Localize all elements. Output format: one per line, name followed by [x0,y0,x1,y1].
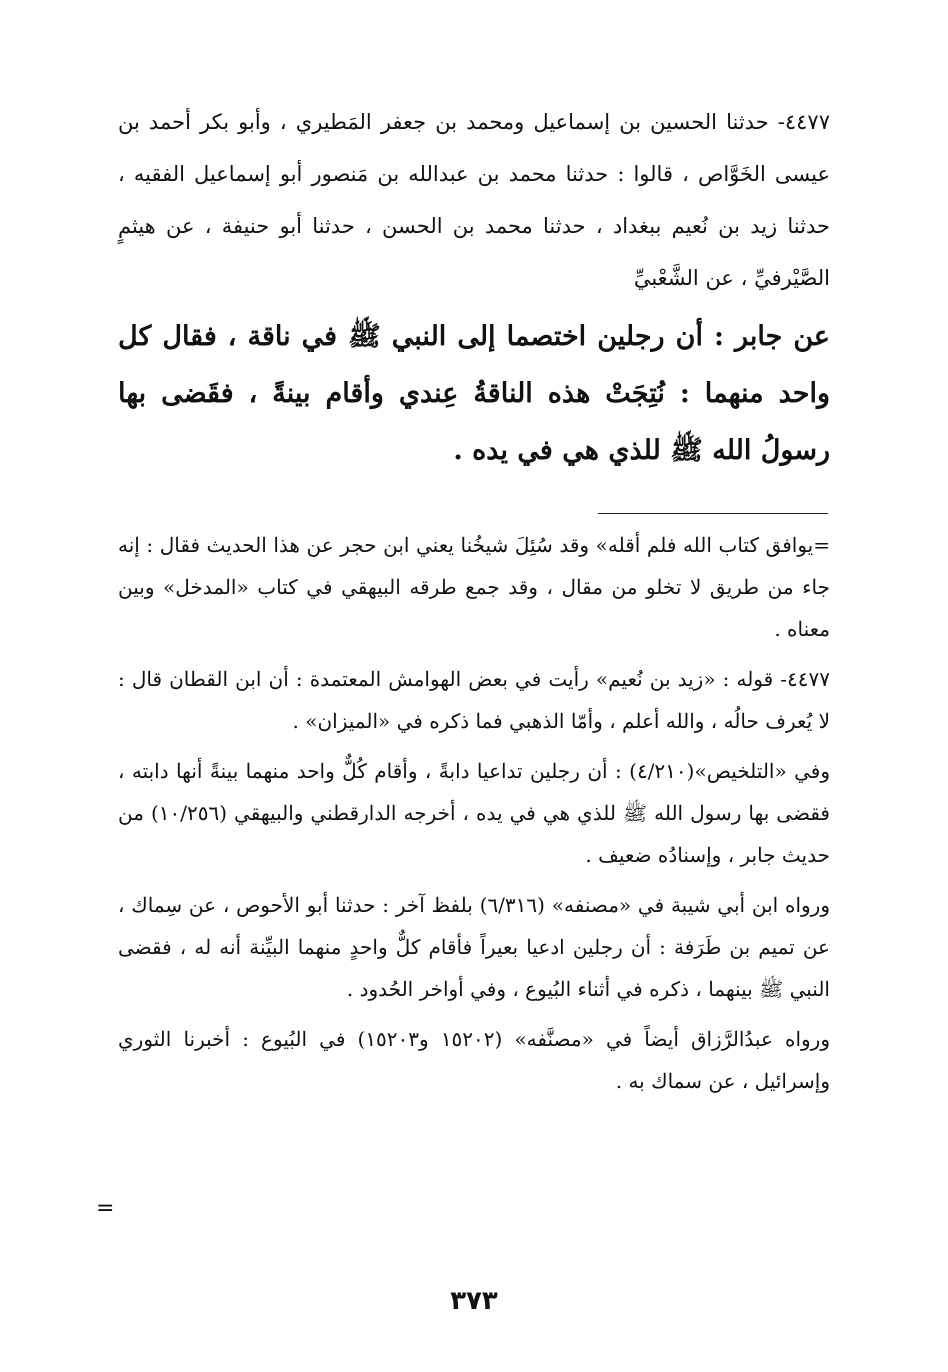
isnad-paragraph: ٤٤٧٧- حدثنا الحسين بن إسماعيل ومحمد بن جعفر المَطيري ، وأبو بكر أحمد بن عيسى الخَوَّاص ، قالوا : حدثنا محمد بن عبدالله بن مَنصور أبو إسماعيل الفقيه ، حدثنا زيد بن نُعيم ببغداد ، حدثنا محمد بن الحسن ، حدثنا أبو حنيفة ، عن هيثمٍ الصَّيْرفيِّ ، عن الشَّعْبيِّ [118,110,830,290]
footnote-paragraph: ورواه ابن أبي شيبة في «مصنفه» (٦/٣١٦) بلفظ آخر : حدثنا أبو الأحوص ، عن سِماك ، عن تميم بن طَرَفة : أن رجلين ادعيا بعيراً فأقام كلٌّ واحدٍ منهما البيِّنة أنه له ، فقضى النبي ﷺ بينهما ، ذكره في أثناء البُيوع ، وفي أواخر الحُدود . [118,893,830,1001]
footnotes [118,524,830,1110]
footnote-text: يوافق كتاب الله فلم أقله» وقد سُئِلَ شيخُنا يعني ابن حجر عن هذا الحديث فقال : إنه جاء من طريق لا تخلو من مقال ، وقد جمع طرقه البيهقي في كتاب «المدخل» وبين معناه . [118,533,830,641]
page-number: ٣٧٣ [450,1286,498,1316]
hadith-matn [118,308,830,479]
matn-paragraph: عن جابر : أن رجلين اختصما إلى النبي ﷺ في ناقة ، فقال كل واحد منهما : نُتِجَتْ هذه الناقةُ عِندي وأقام بينةً ، فقَضى بها رسولُ الله ﷺ للذي هي في يده . [118,321,830,466]
footnote-paragraph [118,524,830,650]
hadith-isnad [118,96,830,304]
footnote-paragraph: ورواه عبدُالرَّزاق أيضاً في «مصنَّفه» (١٥٢٠٢ و١٥٢٠٣) في البُيوع : أخبرنا الثوري وإسرائيل ، عن سماك به . [118,1027,830,1093]
footnote-separator [598,513,828,514]
footnote-paragraph: وفي «التلخيص»(٤/٢١٠) : أن رجلين تداعيا دابةً ، وأقام كُلٌّ واحد منهما بينةً أنها دابته ، فقضى بها رسول الله ﷺ للذي هي في يده ، أخرجه الدارقطني والبيهقي (١٠/٢٥٦) من حديث جابر ، وإسنادُه ضعيف . [118,759,830,867]
continuation-mark: = [813,533,830,557]
end-continuation-mark: = [96,1196,115,1221]
footnote-paragraph: ٤٤٧٧- قوله : «زيد بن نُعيم» رأيت في بعض الهوامش المعتمدة : أن ابن القطان قال : لا يُعرف حالُه ، والله أعلم ، وأمّا الذهبي فما ذكره في «الميزان» . [118,667,830,733]
